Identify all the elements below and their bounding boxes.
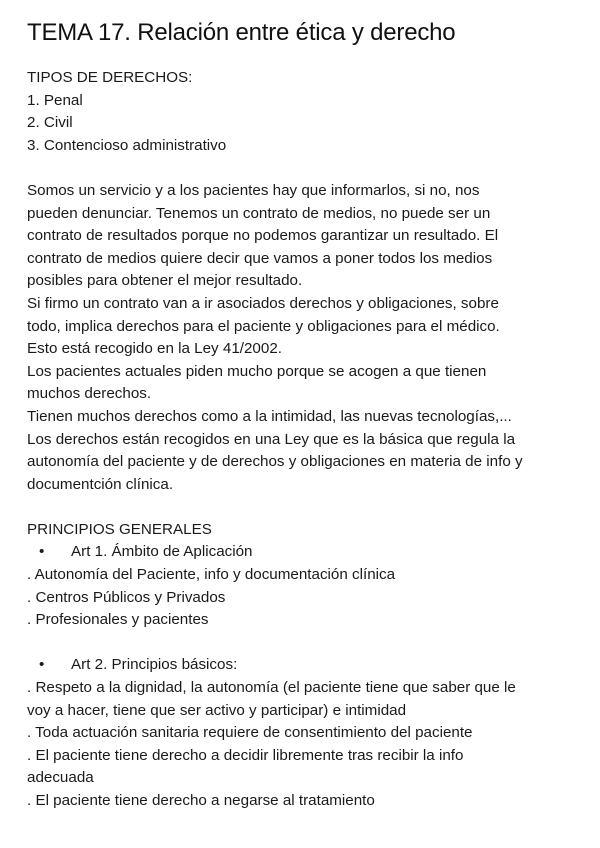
body-line: contrato de medios quiere decir que vamos a poner todos los medios: [27, 249, 493, 267]
art2-line: voy a hacer, tiene que ser activo y participar) e intimidad: [27, 701, 407, 719]
body-paragraphs: [27, 180, 574, 496]
tipos-item: 3. Contencioso administrativo: [27, 136, 227, 154]
art1-bullet: [27, 541, 574, 564]
tipos-heading: TIPOS DE DERECHOS:: [27, 69, 193, 86]
body-line: posibles para obtener el mejor resultado.: [27, 272, 303, 290]
body-line: Esto está recogido en la Ley 41/2002.: [27, 340, 282, 358]
art2-label: Art 2. Principios básicos:: [71, 656, 238, 674]
principios-heading: PRINCIPIOS GENERALES: [27, 520, 212, 538]
art1-line: . Autonomía del Paciente, info y documentación clínica: [27, 566, 396, 584]
tipos-section: [27, 67, 574, 157]
art1-label: Art 1. Ámbito de Aplicación: [71, 543, 253, 561]
bullet-icon: •: [39, 543, 45, 561]
page-title: TEMA 17. Relación entre ética y derecho: [27, 19, 456, 46]
art2-line: adecuada: [27, 769, 94, 787]
tipos-item: 2. Civil: [27, 114, 73, 132]
body-line: Los pacientes actuales piden mucho porque se acogen a que tienen: [27, 362, 487, 380]
body-line: Tienen muchos derechos como a la intimidad, las nuevas tecnologías,...: [27, 407, 512, 425]
body-line: Si firmo un contrato van a ir asociados derechos y obligaciones, sobre: [27, 294, 499, 312]
art2-line: . Toda actuación sanitaria requiere de consentimiento del paciente: [27, 724, 473, 742]
body-line: pueden denunciar. Tenemos un contrato de medios, no puede ser un: [27, 204, 491, 222]
principios-section: [27, 519, 574, 813]
tipos-item: 1. Penal: [27, 91, 83, 109]
body-line: todo, implica derechos para el paciente y obligaciones para el médico.: [27, 317, 500, 335]
art1-line: . Centros Públicos y Privados: [27, 588, 226, 606]
body-line: autonomía del paciente y de derechos y obligaciones en materia de info y: [27, 453, 523, 471]
body-line: Los derechos están recogidos en una Ley que es la básica que regula la: [27, 430, 516, 448]
bullet-icon: •: [39, 656, 45, 674]
body-line: muchos derechos.: [27, 385, 152, 403]
art2-line: . Respeto a la dignidad, la autonomía (el paciente tiene que saber que le: [27, 679, 516, 697]
art2-line: . El paciente tiene derecho a decidir libremente tras recibir la info: [27, 746, 464, 764]
body-line: contrato de resultados porque no podemos garantizar un resultado. El: [27, 227, 499, 245]
art2-bullet: [27, 654, 574, 677]
body-line: documentción clínica.: [27, 475, 174, 493]
art1-line: . Profesionales y pacientes: [27, 611, 209, 629]
body-line: Somos un servicio y a los pacientes hay que informarlos, si no, nos: [27, 181, 480, 199]
art2-line: . El paciente tiene derecho a negarse al tratamiento: [27, 792, 375, 809]
